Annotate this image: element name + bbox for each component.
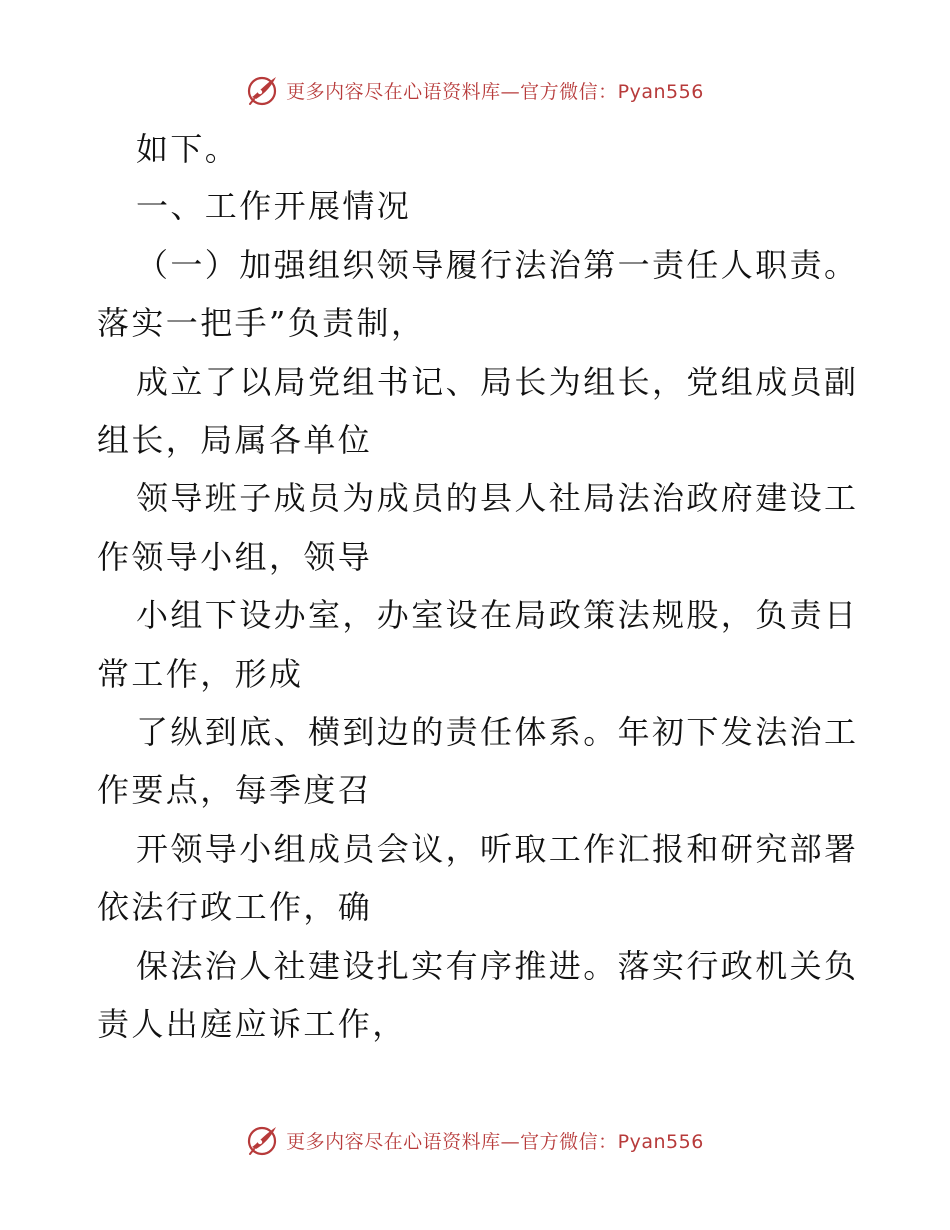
body-line: 落实一把手”负责制，	[97, 304, 426, 342]
body-line: 领导班子成员为成员的县人社局法治政府建设工	[136, 479, 859, 517]
body-line: 作领导小组，领导	[97, 538, 373, 576]
subsection-heading: （一）加强组织领导履行法治第一责任人职责。	[136, 246, 859, 284]
section-heading: 一、工作开展情况	[136, 187, 412, 225]
header-watermark	[0, 72, 950, 108]
watermark-text: 更多内容尽在心语资料库—官方微信：Pyan556	[286, 1130, 704, 1153]
body-line: 常工作，形成	[97, 655, 304, 693]
body-line: 保法治人社建设扎实有序推进。落实行政机关负	[136, 947, 859, 985]
body-line: 了纵到底、横到边的责任体系。年初下发法治工	[136, 713, 859, 751]
body-line: 组长，局属各单位	[97, 421, 373, 459]
quill-pen-logo-icon	[246, 73, 280, 107]
quill-pen-logo-icon	[246, 1123, 280, 1157]
watermark-text: 更多内容尽在心语资料库—官方微信：Pyan556	[286, 80, 704, 103]
footer-watermark	[0, 1122, 950, 1158]
body-line: 如下。	[136, 130, 240, 168]
body-line: 依法行政工作，确	[97, 888, 373, 926]
watermark-handle: Pyan556	[617, 1130, 704, 1153]
body-line: 责人出庭应诉工作，	[97, 1005, 407, 1043]
body-line: 作要点，每季度召	[97, 771, 373, 809]
body-line: 小组下设办室，办室设在局政策法规股，负责日	[136, 596, 859, 634]
body-line: 开领导小组成员会议，听取工作汇报和研究部署	[136, 830, 859, 868]
watermark-handle: Pyan556	[617, 80, 704, 103]
body-line: 成立了以局党组书记、局长为组长，党组成员副	[136, 363, 859, 401]
